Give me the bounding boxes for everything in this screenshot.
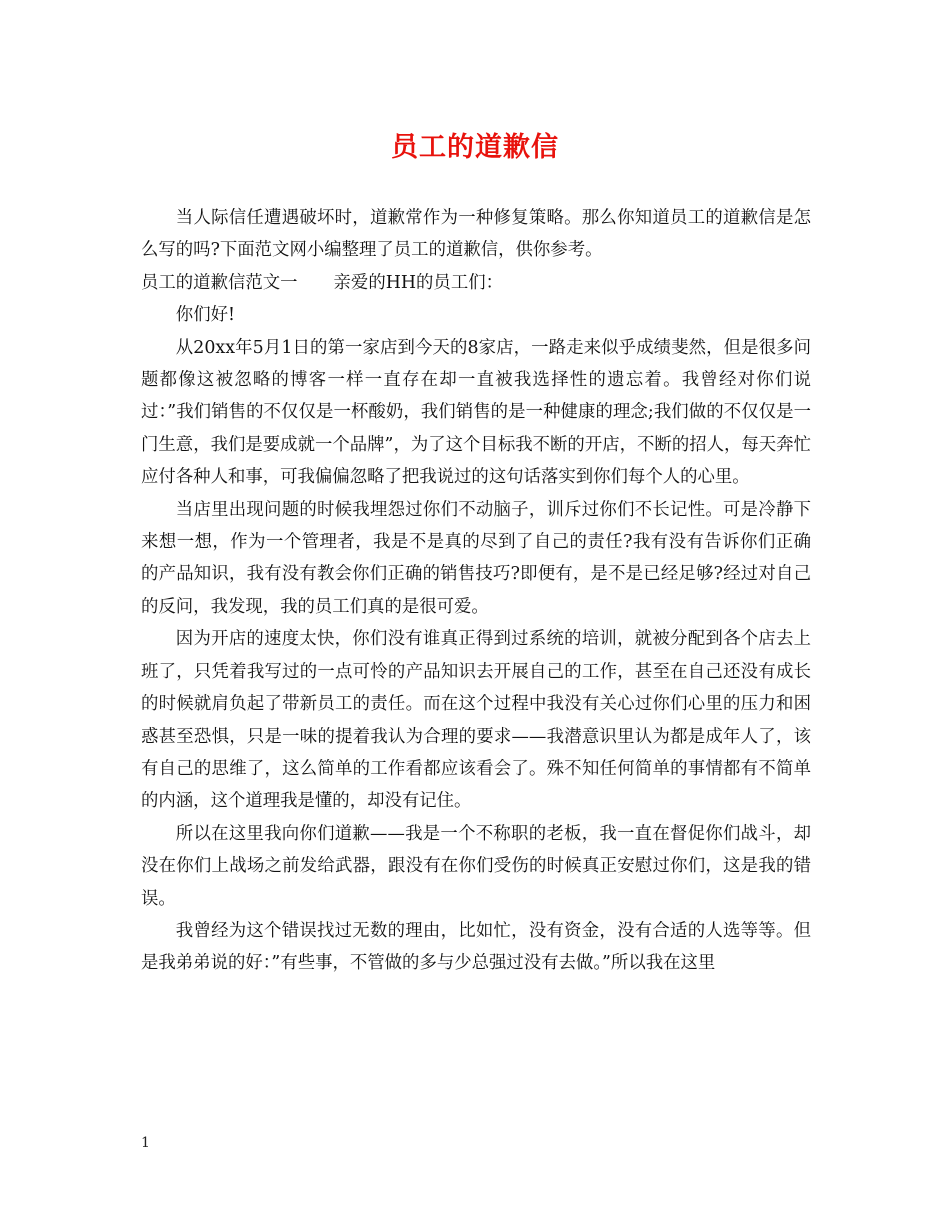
body-paragraph: 当店里出现问题的时候我埋怨过你们不动脑子，训斥过你们不长记性。可是冷静下来想一想，作为一个管理者，我是不是真的尽到了自己的责任?我有没有告诉你们正确的产品知识，我有没有教会你们正确的销售技巧?即便有，是不是已经足够?经过对自己的反问，我发现，我的员工们真的是很可爱。 — [141, 499, 811, 617]
body-paragraph: 我曾经为这个错误找过无数的理由，比如忙，没有资金，没有合适的人选等等。但是我弟弟说的好：”有些事，不管做的多与少总强过没有去做。”所以我在这里 — [141, 920, 811, 974]
salutation: 亲爱的HH的员工们： — [333, 272, 503, 293]
greeting: 你们好! — [175, 305, 235, 326]
document-body — [141, 202, 811, 980]
sample-heading: 员工的道歉信范文一 — [141, 272, 298, 293]
sample-heading-line — [141, 267, 811, 299]
body-paragraph: 所以在这里我向你们道歉——我是一个不称职的老板，我一直在督促你们战斗，却没在你们上战场之前发给武器，跟没有在你们受伤的时候真正安慰过你们，这是我的错误。 — [141, 823, 811, 909]
body-paragraph: 从20xx年5月1日的第一家店到今天的8家店，一路走来似乎成绩斐然，但是很多问题都像这被忽略的博客一样一直存在却一直被我选择性的遗忘着。我曾经对你们说过：”我们销售的不仅仅是一杯酸奶，我们销售的是一种健康的理念;我们做的不仅仅是一门生意，我们是要成就一个品牌”，为了这个目标我不断的开店，不断的招人，每天奔忙应付各种人和事，可我偏偏忽略了把我说过的这句话落实到你们每个人的心里。 — [141, 337, 811, 488]
intro-paragraph: 当人际信任遭遇破坏时，道歉常作为一种修复策略。那么你知道员工的道歉信是怎么写的吗?下面范文网小编整理了员工的道歉信，供你参考。 — [141, 208, 811, 261]
document-title: 员工的道歉信 — [391, 132, 559, 163]
body-paragraph: 因为开店的速度太快，你们没有谁真正得到过系统的培训，就被分配到各个店去上班了，只凭着我写过的一点可怜的产品知识去开展自己的工作，甚至在自己还没有成长的时候就肩负起了带新员工的责任。而在这个过程中我没有关心过你们心里的压力和困惑甚至恐惧，只是一味的提着我认为合理的要求——我潜意识里认为都是成年人了，该有自己的思维了，这么简单的工作看都应该看会了。殊不知任何简单的事情都有不简单的内涵，这个道理我是懂的，却没有记住。 — [141, 629, 811, 812]
page-number: 1 — [141, 1135, 150, 1151]
